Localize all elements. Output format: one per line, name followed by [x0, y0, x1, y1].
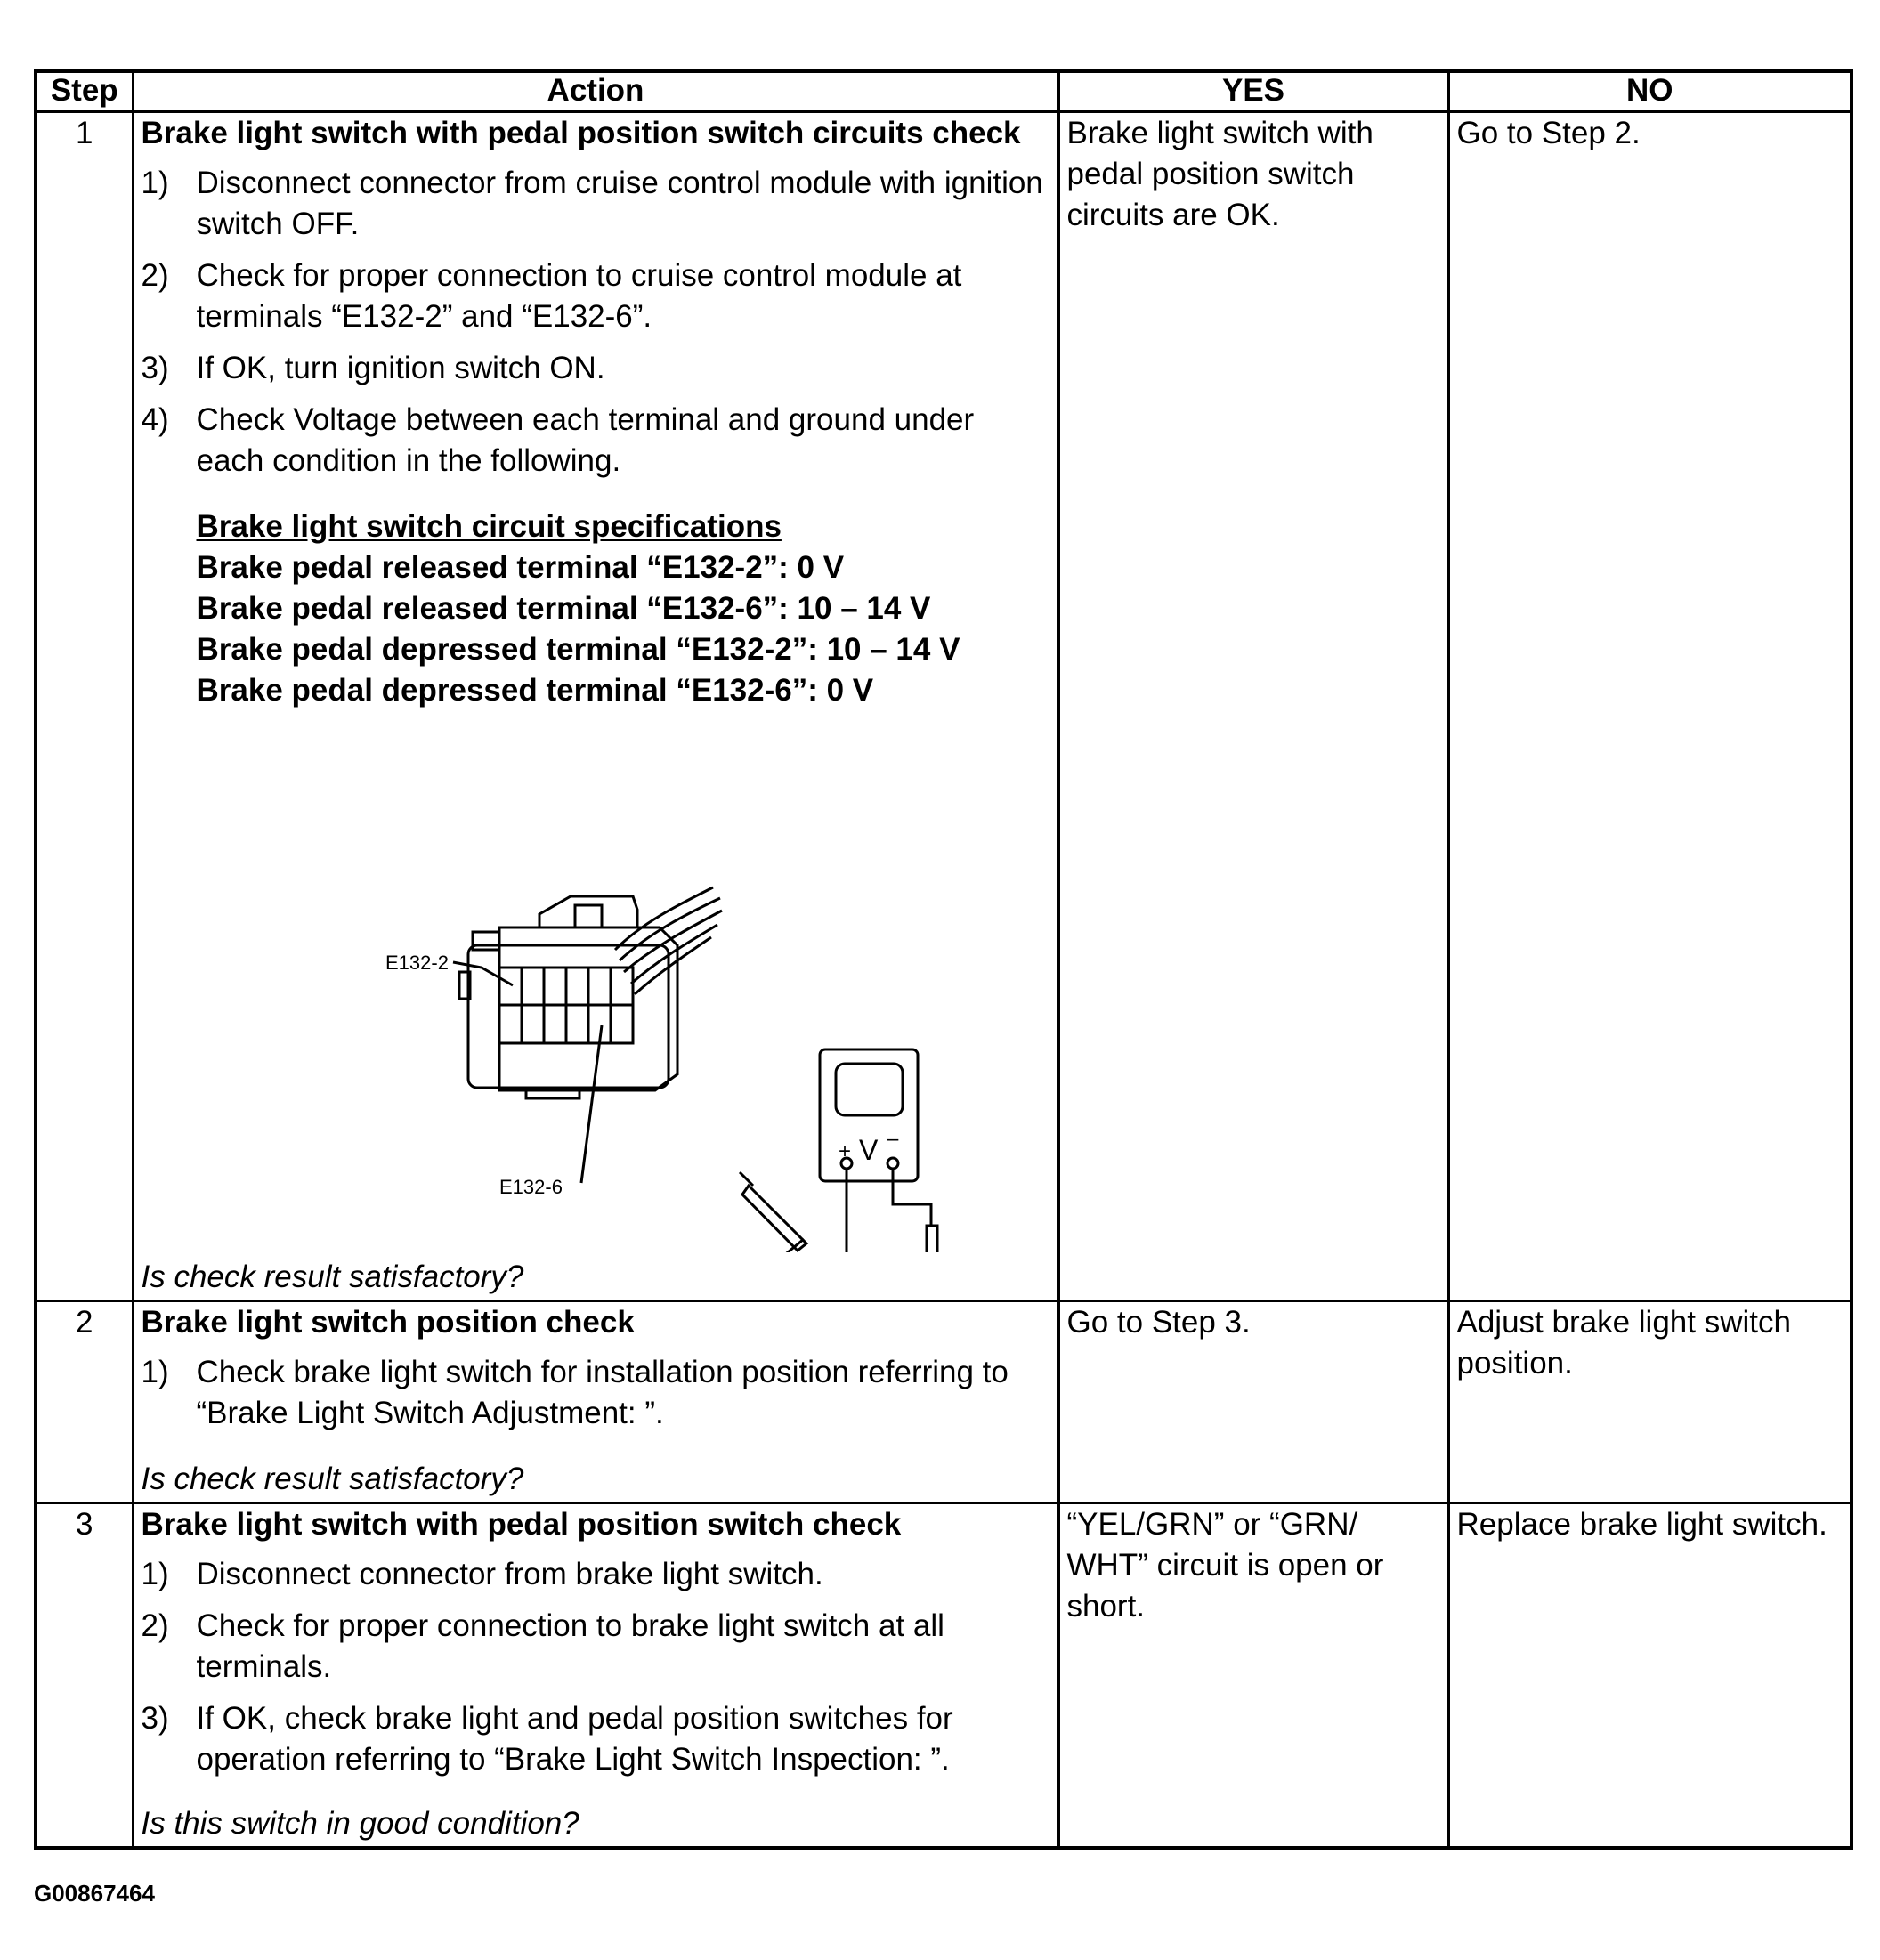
substep-list	[142, 163, 1050, 482]
step-number: 1	[36, 112, 133, 1301]
substep-text: Check Voltage between each terminal and ground under each condition in the following.	[196, 402, 975, 478]
action-cell	[133, 1301, 1058, 1503]
meter-plus-sign: +	[838, 1139, 851, 1163]
substep-text: Check brake light switch for installation position referring to “Brake Light Switch Adjustment: ”.	[196, 1355, 1009, 1430]
list-item	[142, 348, 1050, 389]
substep-text: If OK, turn ignition switch ON.	[196, 351, 605, 385]
list-item	[142, 1554, 1050, 1595]
document-code: G00867464	[34, 1880, 155, 1907]
terminal-label-e132-6: E132-6	[498, 1176, 563, 1198]
no-cell: Go to Step 2.	[1448, 112, 1852, 1301]
action-cell	[133, 112, 1058, 1301]
table-header-row	[36, 71, 1852, 112]
substep-number: 1)	[141, 1355, 169, 1389]
substep-number: 1)	[141, 166, 169, 200]
substep-text: Check for proper connection to cruise control module at terminals “E132-2” and “E132-6”.	[196, 258, 962, 334]
yes-cell: Go to Step 3.	[1058, 1301, 1448, 1503]
substep-number: 4)	[141, 402, 169, 437]
substep-text: Check for proper connection to brake light switch at all terminals.	[196, 1608, 944, 1684]
substep-text: Disconnect connector from cruise control module with ignition switch OFF.	[196, 166, 1043, 241]
step-title: Brake light switch position check	[141, 1305, 635, 1340]
substep-list	[142, 1352, 1050, 1434]
spec-line: Brake pedal depressed terminal “E132-2”: 10 – 14 V	[196, 632, 960, 667]
table-row	[36, 112, 1852, 1301]
list-item	[142, 163, 1050, 245]
spec-block	[197, 506, 1050, 711]
yes-cell: “YEL/GRN” or “GRN/ WHT” circuit is open or short.	[1058, 1503, 1448, 1848]
step-question: Is this switch in good condition?	[141, 1805, 579, 1841]
meter-v-label: V	[858, 1134, 878, 1166]
step-title: Brake light switch with pedal position switch check	[141, 1507, 902, 1542]
table-row	[36, 1503, 1852, 1848]
yes-cell: Brake light switch with pedal position switch circuits are OK.	[1058, 112, 1448, 1301]
substep-number: 1)	[141, 1557, 169, 1591]
spec-line: Brake pedal released terminal “E132-6”: 10 – 14 V	[196, 591, 931, 626]
substep-number: 2)	[141, 1608, 169, 1643]
header-action: Action	[133, 71, 1058, 112]
connector-voltmeter-figure	[348, 852, 971, 1252]
step-question: Is check result satisfactory?	[141, 1259, 524, 1294]
list-item	[142, 1606, 1050, 1688]
list-item	[142, 255, 1050, 337]
step-title: Brake light switch with pedal position switch circuits check	[141, 116, 1021, 150]
list-item	[142, 400, 1050, 482]
meter-minus-sign: –	[886, 1127, 898, 1151]
list-item	[142, 1352, 1050, 1434]
step-question: Is check result satisfactory?	[141, 1462, 524, 1496]
step-number: 3	[36, 1503, 133, 1848]
header-no: NO	[1448, 71, 1852, 112]
list-item	[142, 1698, 1050, 1780]
header-step: Step	[36, 71, 133, 112]
action-cell	[133, 1503, 1058, 1848]
substep-text: Disconnect connector from brake light switch.	[196, 1557, 823, 1591]
terminal-label-e132-2: E132-2	[385, 952, 449, 974]
spec-line: Brake pedal depressed terminal “E132-6”: 0 V	[196, 673, 874, 708]
no-cell: Replace brake light switch.	[1448, 1503, 1852, 1848]
spec-title: Brake light switch circuit specifications	[196, 509, 782, 544]
no-cell: Adjust brake light switch position.	[1448, 1301, 1852, 1503]
spec-line: Brake pedal released terminal “E132-2”: 0 V	[196, 550, 845, 585]
table-row	[36, 1301, 1852, 1503]
header-yes: YES	[1058, 71, 1448, 112]
substep-text: If OK, check brake light and pedal position switches for operation referring to “Brake Light Switch Inspection: ”.	[196, 1701, 953, 1777]
diagnosis-table	[34, 69, 1853, 1850]
substep-list	[142, 1554, 1050, 1780]
substep-number: 3)	[141, 1701, 169, 1736]
step-number: 2	[36, 1301, 133, 1503]
substep-number: 2)	[141, 258, 169, 293]
substep-number: 3)	[141, 351, 169, 385]
